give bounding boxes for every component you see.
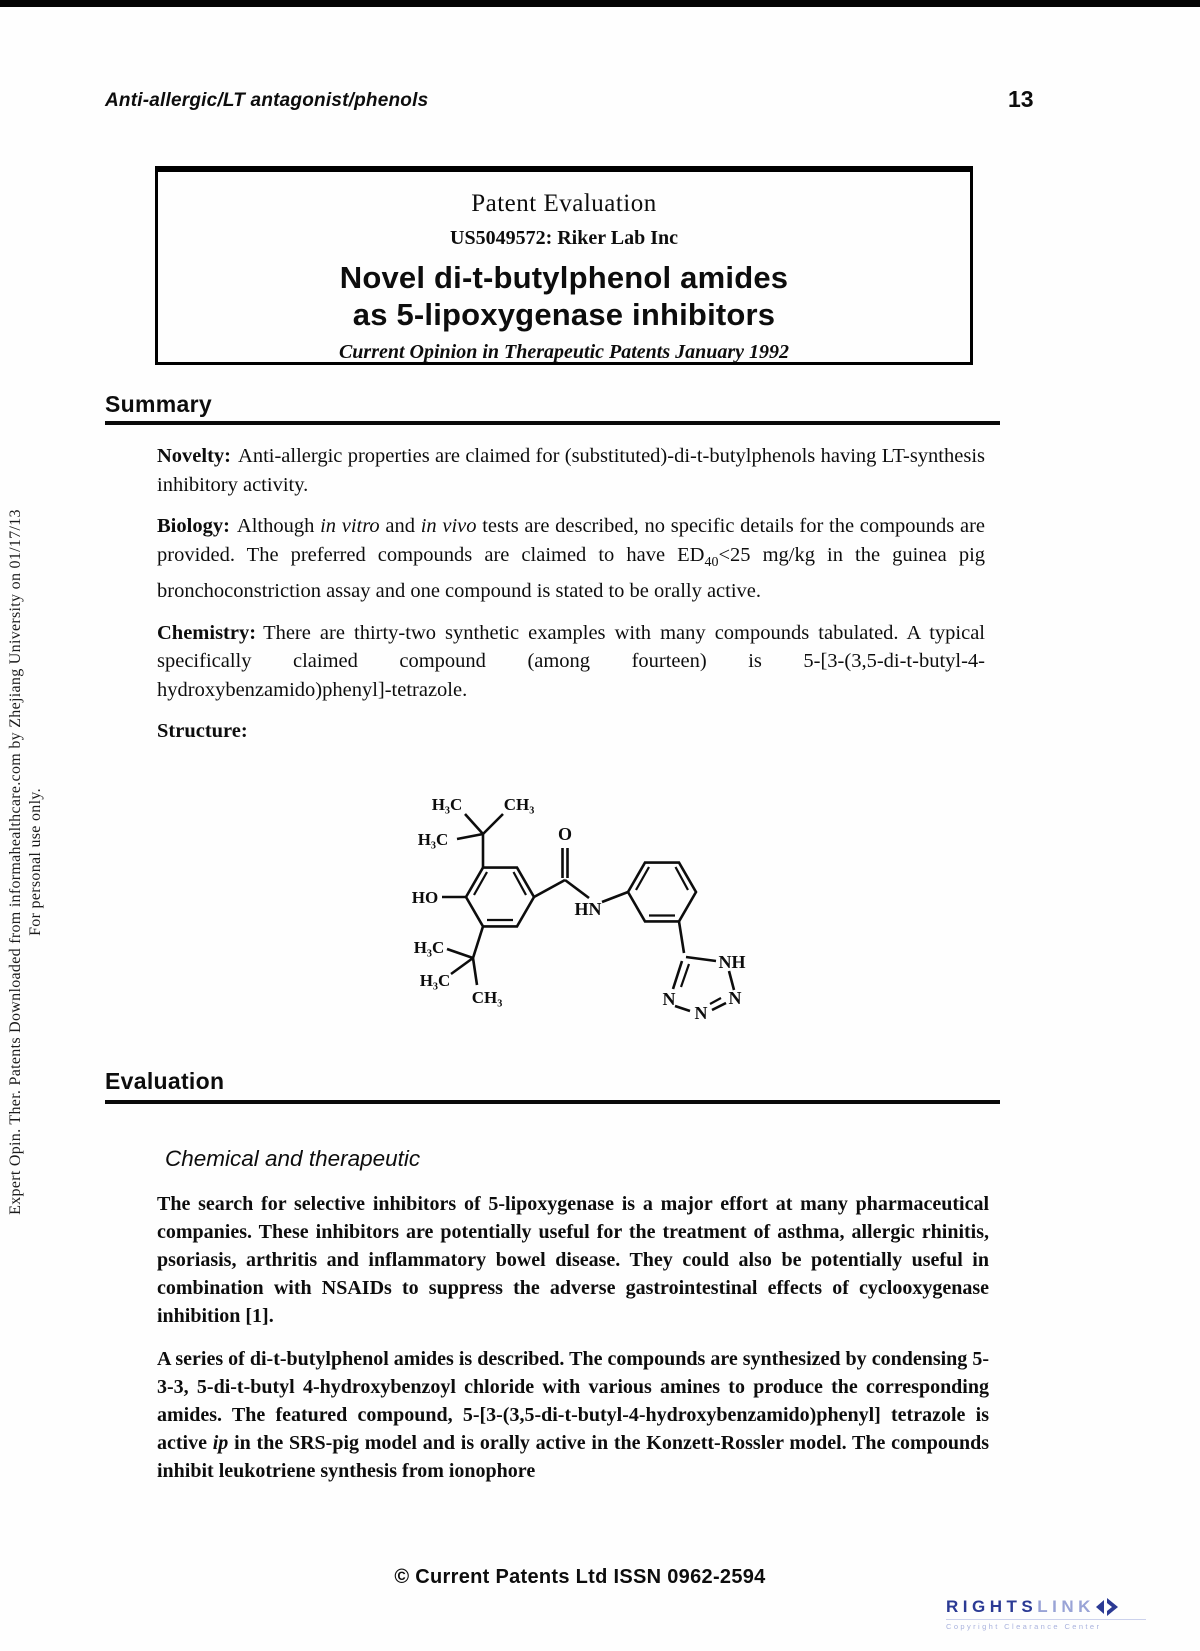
article-title [158,259,970,333]
atom-label-ch3: CH₃ [503,794,535,814]
atom-label-n: N [694,1002,708,1023]
biology-text: Although [236,515,321,537]
rightslink-link: LINK [1037,1597,1095,1616]
evaluation-text: in the SRS-pig model and is orally active in the Konzett-Rossler model. The compounds inhibit leukotriene synthesis from ionophore [157,1432,989,1482]
atom-label-n: N [662,988,676,1009]
biology-text: <25 mg/kg in the guinea pig bronchoconstriction assay and one compound is stated to be orally active. [157,543,986,603]
scan-edge-bar [0,0,1200,7]
novelty-paragraph [157,442,985,499]
article-title-line1: Novel di-t-butylphenol amides [339,260,789,295]
evaluation-body [157,1146,989,1500]
evaluation-heading: Evaluation [105,1068,225,1094]
rightslink-logo[interactable] [946,1597,1146,1631]
chemistry-paragraph [157,619,985,705]
atom-label-h3c: H₃C [417,829,449,849]
chemical-structure-drawing [385,772,785,1023]
atom-label-ho: HO [411,887,439,907]
atom-label-ch3: CH₃ [471,987,503,1007]
evaluation-text: A series of di-t-butylphenol amides is described. The compounds are synthesized by condensing 5-3-3, 5-di-t-butyl 4-hydroxybenzoyl chloride with various amines to produce the corresponding amides. The featured compound, 5-[3-(3,5-di-t-butyl-4-hydroxybenzamido)phenyl] tetrazole is active [157,1348,989,1454]
novelty-label: Novelty: [157,445,232,467]
evaluation-paragraph-1: The search for selective inhibitors of 5-lipoxygenase is a major effort at many pharmaceutical companies. These inhibitors are potentially useful for the treatment of asthma, allergic rhinitis, psoriasis, arthritis and inflammatory bowel disease. They could also be potentially useful in combination with NSAIDs to suppress the adverse gastrointestinal effects of cyclooxygenase inhibition [1]. [157,1193,989,1327]
evaluation-rule [105,1100,1000,1104]
chemistry-text: There are thirty-two synthetic examples with many compounds tabulated. A typical specifically claimed compound (among fourteen) is 5-[3-(3,5-di-t-butyl-4-hydroxybenzamido)phenyl]-tetrazole. [157,621,985,701]
rightslink-arrow-icon [1095,1598,1119,1616]
chemistry-label: Chemistry: [157,621,257,644]
in-vitro-italic: in vitro [320,515,380,537]
running-head: Anti-allergic/LT antagonist/phenols [105,90,429,111]
atom-label-nh: NH [718,951,746,972]
rightslink-wordmark [946,1597,1146,1617]
rightslink-rights: RIGHTS [946,1597,1038,1616]
atom-label-hn: HN [574,898,602,919]
patent-evaluation-kicker: Patent Evaluation [471,190,657,217]
biology-label: Biology: [157,515,230,537]
summary-body [157,442,986,1023]
page-number: 13 [1008,86,1034,112]
structure-label: Structure: [157,720,248,743]
atom-label-o: O [557,823,573,844]
watermark-line2: For personal use only. [26,788,44,936]
rightslink-tagline: Copyright Clearance Center [946,1619,1146,1631]
atom-label-h3c: H₃C [419,970,451,990]
in-vivo-italic: in vivo [420,515,477,537]
watermark-line1: Expert Opin. Ther. Patents Downloaded from informahealthcare.com by Zhejiang University on 01/17/13 [7,509,24,1215]
patent-number-line: US5049572: Riker Lab Inc [450,227,678,249]
ed40-subscript: 40 [704,554,719,570]
title-box [155,166,973,365]
chemical-structure-figure [385,772,985,1023]
article-title-line2: as 5-lipoxygenase inhibitors [352,297,776,332]
novelty-text: Anti-allergic properties are claimed for (substituted)-di-t-butylphenols having LT-synthesis inhibitory activity. [157,445,985,496]
evaluation-paragraph-2 [157,1345,989,1485]
summary-rule [105,421,1000,425]
biology-paragraph [157,512,985,606]
journal-citation: Current Opinion in Therapeutic Patents January 1992 [338,341,790,363]
biology-text: tests are described, no specific details for the compounds are provided. The preferred compounds are claimed to have ED [157,515,986,566]
ip-italic: ip [212,1432,229,1454]
subsection-title: Chemical and therapeutic [165,1146,421,1171]
summary-heading: Summary [105,391,212,417]
biology-text: and [379,515,421,537]
atom-label-n: N [728,987,742,1008]
atom-label-h3c: H₃C [431,794,463,814]
footer-copyright: © Current Patents Ltd ISSN 0962-2594 [394,1566,766,1588]
sidebar-watermark [6,422,45,1302]
structure-label-paragraph [157,717,985,746]
atom-label-h3c: H₃C [413,937,445,957]
